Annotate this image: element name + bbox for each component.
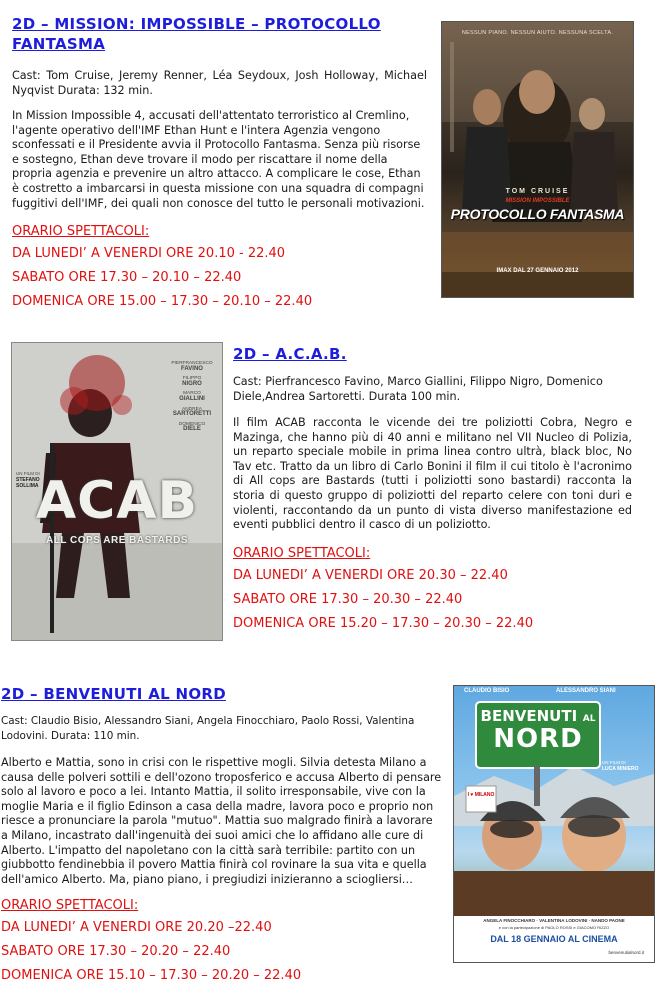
movie-acab bbox=[233, 344, 632, 636]
orario-heading: ORARIO SPETTACOLI: bbox=[1, 898, 139, 914]
movie-title-line2[interactable]: FANTASMA bbox=[12, 35, 106, 53]
movie-description: Alberto e Mattia, sono in crisi con le rispettive mogli. Silvia detesta Milano a causa delle polveri sottili e dell'ozono troposferico e accusa Alberto di pensare solo al lavoro e poco a lei. Intanto Mattia, il solito irresponsabile, vive con la moglie Maria e il figlio Edinson a casa della madre, lavora poco e proprio non riesce a pronunciare la parola "mutuo". Mattia suo malgrado finirà a lavorare a Milano, incastrato dall'ingenuità dei suoi amici che lo affidano alle cure di Alberto. L'impatto del napoletano con la città sarà terribile: partito con un giubbotto fendinebbia il povero Mattia finirà col rovinare la sua vita e quella dell'amico Alberto. Ma, piano piano, i pregiudizi inizieranno a sciogliersi… bbox=[1, 756, 442, 886]
showtime-sunday: DOMENICA ORE 15.00 – 17.30 – 20.10 – 22.40 bbox=[12, 294, 313, 310]
orario-heading: ORARIO SPETTACOLI: bbox=[233, 545, 371, 561]
poster-acab-subtitle: ALL COPS ARE BASTARDS bbox=[46, 535, 188, 546]
poster-acab-cast-name: SARTORETTI bbox=[172, 411, 212, 418]
poster-ban-director-label: UN FILM DI bbox=[602, 760, 626, 765]
movie-cast: Cast: Tom Cruise, Jeremy Renner, Léa Seydoux, Josh Holloway, Michael Nyqvist Durata: 132 min. bbox=[12, 69, 427, 97]
movie-title-line1[interactable]: 2D – MISSION: IMPOSSIBLE – PROTOCOLLO bbox=[12, 15, 381, 33]
showtime-weekday: DA LUNEDI’ A VENERDI ORE 20.10 - 22.40 bbox=[12, 246, 286, 262]
showtimes-list bbox=[233, 564, 632, 636]
movie-cast: Cast: Claudio Bisio, Alessandro Siani, Angela Finocchiaro, Paolo Rossi, Valentina Lodovini. Durata: 110 min. bbox=[1, 715, 415, 742]
poster-ban-actor1: CLAUDIO BISIO bbox=[464, 688, 510, 694]
poster-acab-cast-name: NIGRO bbox=[182, 380, 202, 387]
orario-heading: ORARIO SPETTACOLI: bbox=[12, 224, 150, 240]
poster-acab-title: ACAB bbox=[35, 471, 199, 531]
showtime-saturday: SABATO ORE 17.30 – 20.10 – 22.40 bbox=[12, 270, 242, 286]
movie-title[interactable] bbox=[12, 14, 427, 54]
poster-ban-sign-line1: BENVENUTI bbox=[480, 707, 578, 725]
poster-ban-actor2: ALESSANDRO SIANI bbox=[556, 688, 616, 694]
poster-acab-cast-name: DIELE bbox=[183, 426, 201, 433]
poster-mission-impossible bbox=[441, 21, 634, 298]
poster-acab-cast-name: GIALLINI bbox=[179, 395, 205, 402]
poster-ban-sign-al: AL bbox=[582, 714, 596, 724]
poster-benvenuti-al-nord bbox=[453, 685, 655, 963]
poster-acab-cast-name: PIERFRANCESCO bbox=[171, 361, 213, 366]
poster-ban-sign bbox=[476, 706, 600, 753]
poster-ban-site: benvenutialnord.it bbox=[608, 950, 644, 955]
movie-mission-impossible bbox=[12, 14, 427, 314]
poster-ban-sign-line2: NORD bbox=[493, 724, 583, 754]
showtime-saturday: SABATO ORE 17.30 – 20.20 – 22.40 bbox=[1, 944, 231, 960]
poster-acab-cast-name: FAVINO bbox=[181, 365, 203, 372]
poster-mi-actor: TOM CRUISE bbox=[505, 188, 570, 195]
showtime-sunday: DOMENICA ORE 15.10 – 17.30 – 20.20 – 22.40 bbox=[1, 968, 302, 984]
poster-mi-tagline: NESSUN PIANO. NESSUN AIUTO. NESSUNA SCELTA. bbox=[461, 30, 614, 36]
showtimes-list bbox=[12, 242, 427, 314]
poster-acab-director: STEFANO SOLLIMA bbox=[16, 477, 40, 489]
poster-acab-cast-names bbox=[162, 361, 222, 433]
poster-acab-cast-name: MARCO bbox=[183, 391, 201, 397]
movie-description: In Mission Impossible 4, accusati dell'attentato terroristico al Cremlino, l'agente operativo dell'IMF Ethan Hunt e l'intera Agenzia vengono sconfessati e il Presidente avvia il Protocollo Fantasma. Senza più risorse e sostegno, Ethan deve trovare il modo per riscattare il nome della propria agenzia e prevenire un altro attacco. A complicare le cose, Ethan è costretto a imbarcarsi in questa missione con una squadra di compagni fuggitivi dell'IMF, dei quali non conosce del tutto le personali motivazioni. bbox=[12, 109, 425, 210]
movie-description: Il film ACAB racconta le vicende dei tre poliziotti Cobra, Negro e Mazinga, che hanno più di 40 anni e militano nel VII Nucleo di Polizia, un reparto speciale mobile in prima linea contro ultrà, black bloc, No Tav etc. Tratto da un libro di Carlo Bonini il film il cui titolo è l'acronimo di All cops are Bastards (tutti i poliziotti sono bastardi) racconta la storia di questo gruppo di poliziotti del reparto celere con toni duri e violenti, raccontando da un punto di vista diverso manifestazione ed eventi pubblici dentro il casco di un poliziotto. bbox=[233, 416, 632, 532]
movie-cast: Cast: Pierfrancesco Favino, Marco Giallini, Filippo Nigro, Domenico Diele,Andrea Sartoretti. Durata 100 min. bbox=[233, 375, 603, 403]
showtime-weekday: DA LUNEDI’ A VENERDI ORE 20.30 – 22.40 bbox=[233, 567, 508, 583]
poster-ban-badge: I ♥ MILANO bbox=[467, 792, 495, 798]
poster-ban-credits2: e con la partecipazione di PAOLO ROSSI e GIACOMO RIZZO bbox=[498, 925, 610, 930]
poster-ban-release: DAL 18 GENNAIO AL CINEMA bbox=[490, 934, 618, 944]
poster-acab-cast-name: ANDREA bbox=[182, 406, 202, 412]
poster-acab-director-label: UN FILM DI bbox=[16, 471, 40, 476]
movie-benvenuti-al-nord bbox=[1, 684, 443, 988]
showtime-sunday: DOMENICA ORE 15.20 – 17.30 – 20.30 – 22.40 bbox=[233, 615, 534, 631]
showtimes-list bbox=[1, 916, 443, 988]
poster-acab-cast-name: FILIPPO bbox=[182, 376, 202, 382]
poster-mi-release: IMAX DAL 27 GENNAIO 2012 bbox=[496, 268, 579, 274]
poster-mi-title: PROTOCOLLO FANTASMA bbox=[450, 206, 625, 222]
movie-title[interactable]: 2D – BENVENUTI AL NORD bbox=[1, 685, 226, 703]
poster-mi-art bbox=[442, 22, 633, 297]
movie-title[interactable]: 2D – A.C.A.B. bbox=[233, 345, 347, 363]
poster-acab bbox=[11, 342, 223, 641]
poster-ban-director: LUCA MINIERO bbox=[602, 766, 639, 772]
poster-acab-cast-name: DOMENICO bbox=[178, 421, 206, 427]
poster-mi-franchise: MISSION IMPOSSIBLE bbox=[505, 198, 570, 204]
poster-ban-credits: ANGELA FINOCCHIARO · VALENTINA LODOVINI · NANDO PAONE bbox=[483, 918, 625, 923]
showtime-saturday: SABATO ORE 17.30 – 20.30 – 22.40 bbox=[233, 591, 463, 607]
showtime-weekday: DA LUNEDI’ A VENERDI ORE 20.20 –22.40 bbox=[1, 920, 272, 936]
